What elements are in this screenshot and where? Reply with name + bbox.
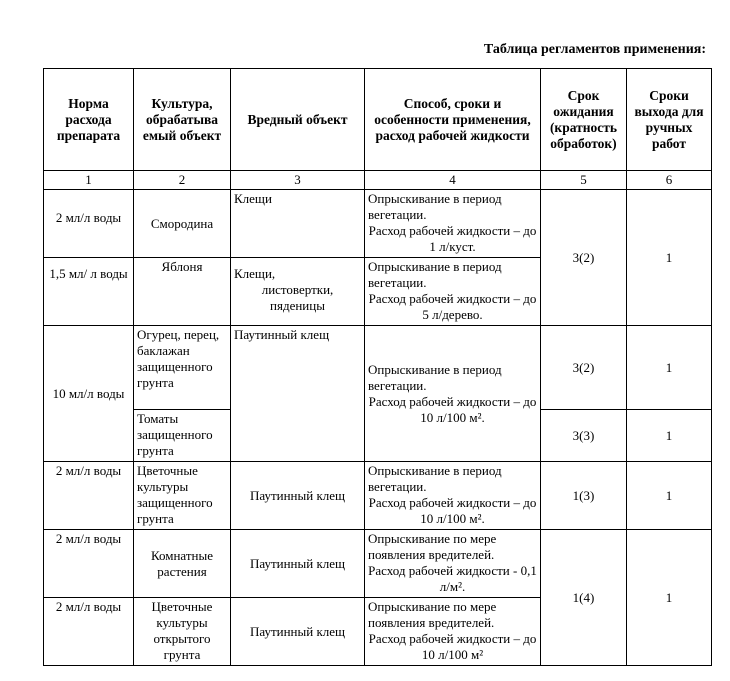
table-row xyxy=(44,462,712,530)
table-row xyxy=(44,326,712,410)
waiting-period-cell: 3(2) xyxy=(541,190,627,326)
pest-text: листовертки, пяденицы xyxy=(261,282,334,313)
header-method: Способ, сроки и особенности применения, расход рабочей жидкости xyxy=(365,69,541,171)
consumption-text: Расход рабочей жидкости – до 10 л/100 м² xyxy=(368,631,537,662)
exit-period-cell: 1 xyxy=(627,410,712,462)
pest-text: Клещи, xyxy=(234,266,276,281)
pest-cell: Паутинный клещ xyxy=(231,462,365,530)
method-text: Опрыскивание в период вегетации. xyxy=(368,361,502,393)
method-cell xyxy=(365,598,541,666)
culture-cell: Яблоня xyxy=(134,258,231,326)
culture-cell: Цветочные культуры защищенного грунта xyxy=(134,462,231,530)
consumption-text: Расход рабочей жидкости – до 5 л/дерево. xyxy=(368,291,537,322)
culture-cell: Смородина xyxy=(134,190,231,258)
table-row xyxy=(44,190,712,258)
column-number: 3 xyxy=(231,171,365,190)
column-number: 2 xyxy=(134,171,231,190)
culture-cell: Цветочные культуры открытого грунта xyxy=(134,598,231,666)
column-number: 6 xyxy=(627,171,712,190)
method-text: Опрыскивание в период вегетации. xyxy=(368,191,502,222)
pest-cell: Паутинный клещ xyxy=(231,326,365,462)
method-cell xyxy=(365,326,541,462)
column-number: 5 xyxy=(541,171,627,190)
method-text: Опрыскивание в период вегетации. xyxy=(368,463,502,494)
waiting-period-cell: 1(3) xyxy=(541,462,627,530)
norm-cell: 2 мл/л воды xyxy=(44,462,134,530)
pest-cell: Клещи xyxy=(231,190,365,258)
norm-cell: 2 мл/л воды xyxy=(44,598,134,666)
method-text: Опрыскивание в период вегетации. xyxy=(368,259,502,290)
table-caption: Таблица регламентов применения: xyxy=(483,42,706,57)
norm-cell: 2 мл/л воды xyxy=(44,190,134,258)
method-cell xyxy=(365,530,541,598)
pest-cell: Паутинный клещ xyxy=(231,598,365,666)
method-cell xyxy=(365,258,541,326)
consumption-text: Расход рабочей жидкости – до 10 л/100 м². xyxy=(368,495,537,526)
header-pest: Вредный объект xyxy=(231,69,365,171)
exit-period-cell: 1 xyxy=(627,530,712,666)
column-number-row xyxy=(44,171,712,190)
culture-cell: Комнатные растения xyxy=(134,530,231,598)
pest-cell xyxy=(231,258,365,326)
exit-period-cell: 1 xyxy=(627,326,712,410)
column-number: 4 xyxy=(365,171,541,190)
exit-period-cell: 1 xyxy=(627,462,712,530)
norm-cell: 10 мл/л воды xyxy=(44,326,134,462)
header-culture: Культура, обрабатыва емый объект xyxy=(134,69,231,171)
consumption-text: Расход рабочей жидкости - 0,1 л/м². xyxy=(368,563,537,594)
method-cell xyxy=(365,462,541,530)
culture-cell: Огурец, перец, баклажан защищенного грунта xyxy=(134,326,231,410)
header-norm: Норма расхода препарата xyxy=(44,69,134,171)
norm-cell: 1,5 мл/ л воды xyxy=(44,258,134,326)
method-text: Опрыскивание по мере появления вредителей. xyxy=(368,531,497,562)
norm-cell: 2 мл/л воды xyxy=(44,530,134,598)
waiting-period-cell: 3(2) xyxy=(541,326,627,410)
method-cell xyxy=(365,190,541,258)
regulations-table xyxy=(43,68,712,666)
header-waiting-period: Срок ожидания (кратность обработок) xyxy=(541,69,627,171)
column-number: 1 xyxy=(44,171,134,190)
table-row xyxy=(44,530,712,598)
exit-period-cell: 1 xyxy=(627,190,712,326)
header-exit-period: Сроки выхода для ручных работ xyxy=(627,69,712,171)
consumption-text: Расход рабочей жидкости – до 10 л/100 м². xyxy=(368,393,537,425)
waiting-period-cell: 1(4) xyxy=(541,530,627,666)
waiting-period-cell: 3(3) xyxy=(541,410,627,462)
pest-cell: Паутинный клещ xyxy=(231,530,365,598)
method-text: Опрыскивание по мере появления вредителей. xyxy=(368,599,497,630)
consumption-text: Расход рабочей жидкости – до 1 л/куст. xyxy=(368,223,537,254)
header-row xyxy=(44,69,712,171)
culture-cell: Томаты защищенного грунта xyxy=(134,410,231,462)
